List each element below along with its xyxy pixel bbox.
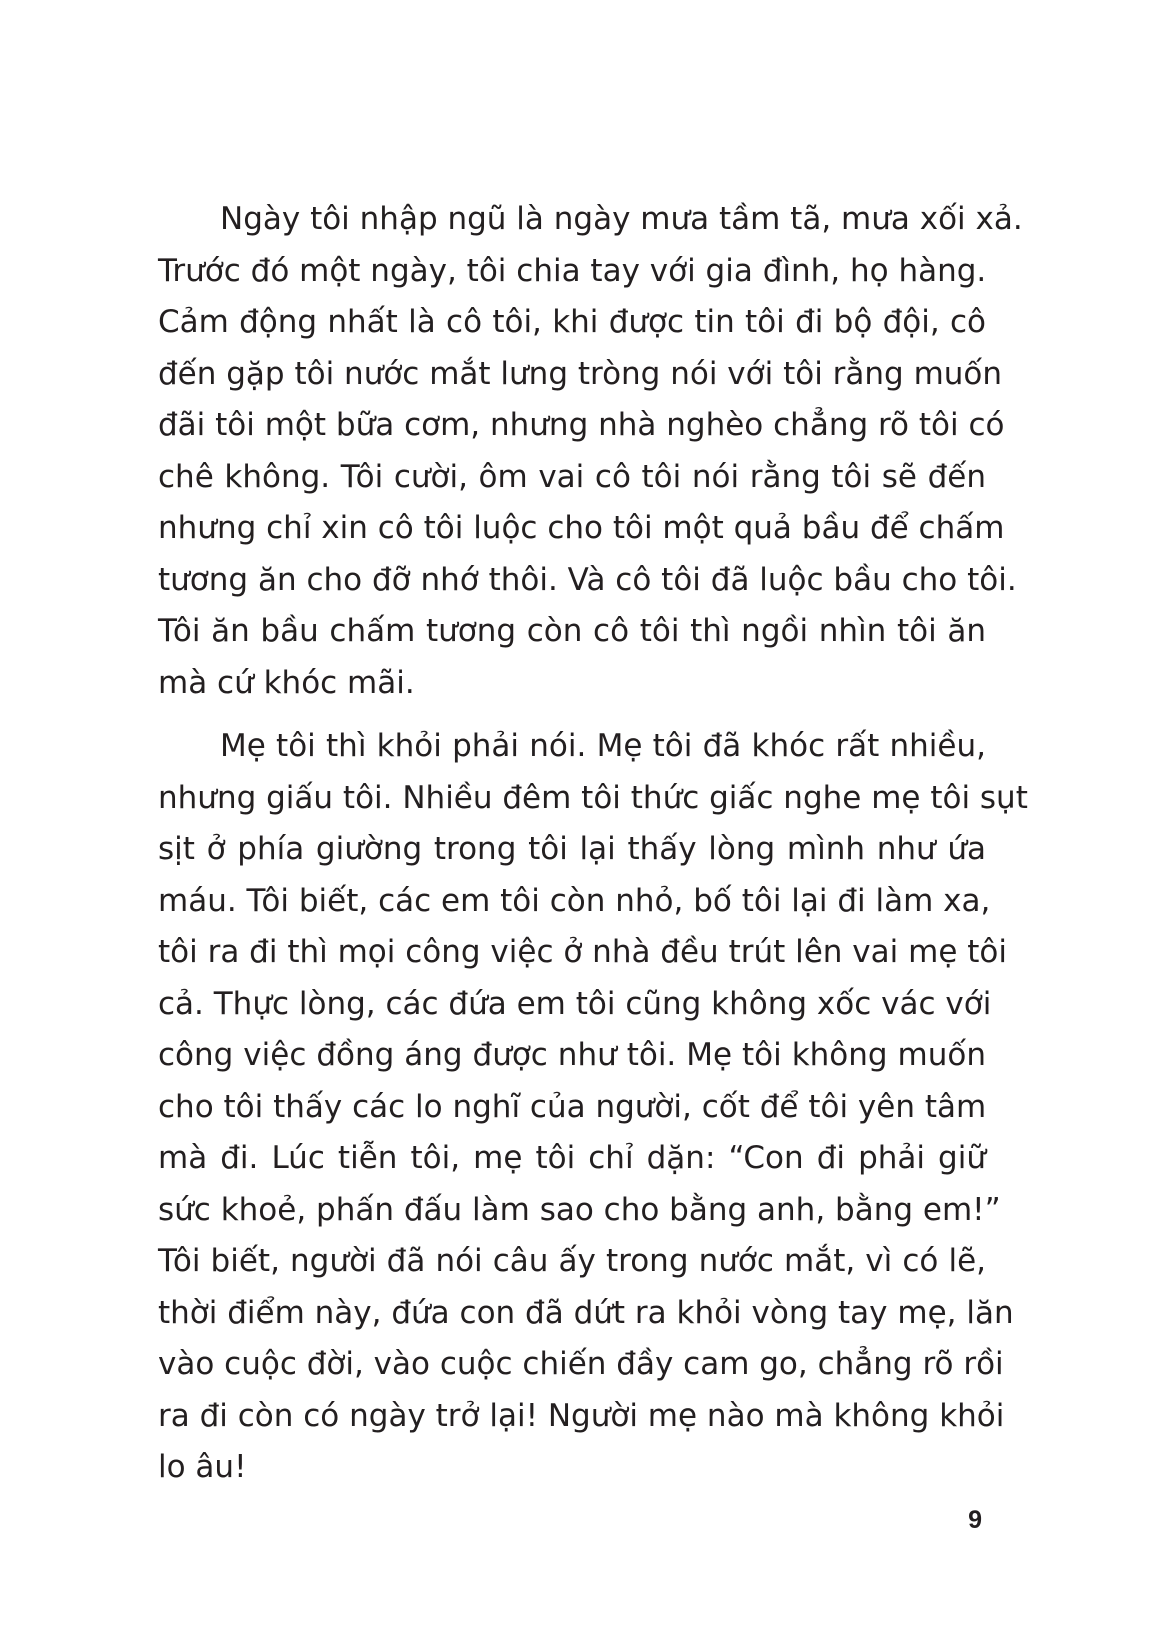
text-line: Tôi ăn bầu chấm tương còn cô tôi thì ngồi nhìn tôi ăn — [158, 613, 986, 649]
body-text — [158, 194, 1028, 1494]
text-line: Cảm động nhất là cô tôi, khi được tin tôi đi bộ đội, cô — [158, 304, 986, 340]
text-line: tôi ra đi thì mọi công việc ở nhà đều trút lên vai mẹ tôi — [158, 934, 1007, 970]
text-line: nhưng giấu tôi. Nhiều đêm tôi thức giấc nghe mẹ tôi sụt — [158, 779, 1028, 816]
text-line: sức khoẻ, phấn đấu làm sao cho bằng anh, bằng em!” — [158, 1191, 1001, 1228]
text-line: mà cứ khóc mãi. — [158, 664, 415, 701]
text-line: công việc đồng áng được như tôi. Mẹ tôi không muốn — [158, 1037, 986, 1073]
text-line: cho tôi thấy các lo nghĩ của người, cốt để tôi yên tâm — [158, 1088, 987, 1125]
text-line: Mẹ tôi thì khỏi phải nói. Mẹ tôi đã khóc rất nhiều, — [220, 728, 986, 764]
text-line: Trước đó một ngày, tôi chia tay với gia đình, họ hàng. — [158, 252, 987, 289]
text-line: nhưng chỉ xin cô tôi luộc cho tôi một quả bầu để chấm — [158, 510, 1005, 546]
page-number: 9 — [968, 1506, 982, 1534]
text-line: mà đi. Lúc tiễn tôi, mẹ tôi chỉ dặn: “Con đi phải giữ — [158, 1140, 986, 1176]
text-line: chê không. Tôi cười, ôm vai cô tôi nói rằng tôi sẽ đến — [158, 458, 986, 495]
paragraph-2 — [158, 721, 1028, 1494]
paragraph-1 — [158, 194, 1023, 709]
text-line: đãi tôi một bữa cơm, nhưng nhà nghèo chẳng rõ tôi có — [158, 407, 1005, 443]
text-line: cả. Thực lòng, các đứa em tôi cũng không xốc vác với — [158, 985, 992, 1022]
text-line: tương ăn cho đỡ nhớ thôi. Và cô tôi đã luộc bầu cho tôi. — [158, 561, 1017, 598]
text-line: sịt ở phía giường trong tôi lại thấy lòng mình như ứa — [158, 831, 986, 867]
text-line: lo âu! — [158, 1449, 247, 1485]
text-line: Ngày tôi nhập ngũ là ngày mưa tầm tã, mưa xối xả. — [220, 201, 1023, 237]
text-line: thời điểm này, đứa con đã dứt ra khỏi vòng tay mẹ, lăn — [158, 1294, 1014, 1331]
paragraph-spacer — [158, 709, 986, 721]
text-line: máu. Tôi biết, các em tôi còn nhỏ, bố tôi lại đi làm xa, — [158, 882, 991, 919]
text-line: vào cuộc đời, vào cuộc chiến đầy cam go, chẳng rõ rồi — [158, 1346, 1004, 1382]
text-line: Tôi biết, người đã nói câu ấy trong nước mắt, vì có lẽ, — [158, 1243, 986, 1279]
text-line: đến gặp tôi nước mắt lưng tròng nói với tôi rằng muốn — [158, 355, 1003, 392]
text-line: ra đi còn có ngày trở lại! Người mẹ nào mà không khỏi — [158, 1397, 1005, 1434]
